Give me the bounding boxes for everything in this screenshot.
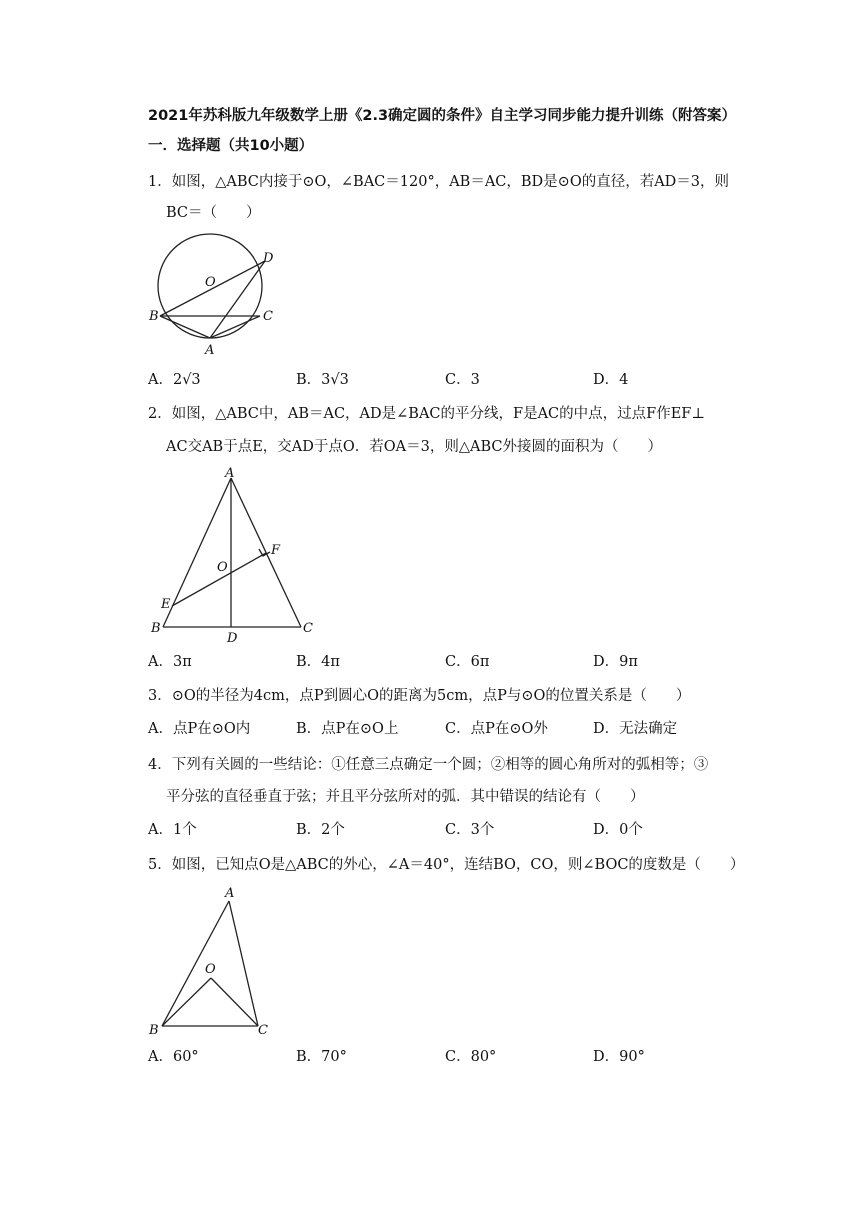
figure-5-label-a: A: [225, 886, 235, 901]
question-2-option-d[interactable]: D．9π: [593, 654, 638, 670]
question-2-text-line-1: 2．如图，△ABC中，AB＝AC，AD是∠BAC的平分线，F是AC的中点，过点F作EF⊥: [148, 406, 705, 422]
figure-2-label-d: D: [227, 631, 238, 646]
section-heading: 一．选择题（共10小题）: [148, 138, 314, 154]
question-5-text-line-1: 5．如图，已知点O是△ABC的外心，∠A＝40°，连结BO，CO，则∠BOC的度数是（ ）: [148, 857, 745, 873]
figure-1-label-b: B: [149, 309, 159, 324]
question-3-options: [148, 719, 748, 739]
figure-2-label-b: B: [151, 621, 161, 636]
question-1-option-d[interactable]: D．4: [593, 372, 629, 388]
figure-2-label-c: C: [303, 621, 313, 636]
question-5-options: [148, 1047, 748, 1067]
question-5-option-a[interactable]: A．60°: [148, 1049, 199, 1065]
question-1-option-c[interactable]: C．3: [445, 372, 480, 388]
question-4-option-d[interactable]: D．0个: [593, 822, 643, 838]
question-3-text-line-1: 3．⊙O的半径为4cm，点P到圆心O的距离为5cm，点P与⊙O的位置关系是（ ）: [148, 688, 691, 704]
question-5-figure: [145, 884, 280, 1036]
question-5-option-b[interactable]: B．70°: [296, 1049, 347, 1065]
question-5-option-d[interactable]: D．90°: [593, 1049, 645, 1065]
figure-5-label-b: B: [149, 1023, 159, 1036]
question-4-option-b[interactable]: B．2个: [296, 822, 345, 838]
question-4-text-line-1: 4．下列有关圆的一些结论：①任意三点确定一个圆；②相等的圆心角所对的弧相等；③: [148, 757, 709, 773]
question-3-option-a[interactable]: A．点P在⊙O内: [148, 721, 251, 737]
figure-1-label-c: C: [263, 309, 273, 324]
figure-5-label-o: O: [205, 962, 216, 977]
question-2-option-c[interactable]: C．6π: [445, 654, 490, 670]
question-1-text-line-1: 1．如图，△ABC内接于⊙O，∠BAC＝120°，AB＝AC，BD是⊙O的直径，若AD＝3，则: [148, 174, 730, 190]
question-2-option-b[interactable]: B．4π: [296, 654, 340, 670]
question-4-text-line-2: 平分弦的直径垂直于弦；并且平分弦所对的弧．其中错误的结论有（ ）: [166, 789, 645, 805]
question-5-option-c[interactable]: C．80°: [445, 1049, 497, 1065]
figure-1-label-a: A: [205, 343, 215, 358]
figure-1-label-d: D: [263, 251, 274, 266]
question-4-option-a[interactable]: A．1个: [148, 822, 197, 838]
figure-2-label-o: O: [217, 560, 228, 575]
question-2-text-line-2: AC交AB于点E，交AD于点O．若OA＝3，则△ABC外接圆的面积为（ ）: [166, 439, 662, 455]
figure-2-label-a: A: [225, 466, 235, 481]
figure-2-label-e: E: [161, 597, 171, 612]
question-1-option-a[interactable]: A．2√3: [148, 372, 201, 388]
question-4-options: [148, 820, 748, 840]
figure-5-label-c: C: [258, 1023, 268, 1036]
question-3-option-c[interactable]: C．点P在⊙O外: [445, 721, 548, 737]
figure-1-label-o: O: [205, 275, 216, 290]
question-1-option-b[interactable]: B．3√3: [296, 372, 349, 388]
question-2-figure: [145, 464, 325, 646]
question-3-option-b[interactable]: B．点P在⊙O上: [296, 721, 399, 737]
question-3-option-d[interactable]: D．无法确定: [593, 721, 678, 737]
question-4-option-c[interactable]: C．3个: [445, 822, 495, 838]
question-1-figure: [145, 232, 290, 360]
question-2-options: [148, 652, 748, 672]
figure-2-label-f: F: [271, 543, 281, 558]
question-1-options: [148, 370, 748, 390]
question-1-text-line-2: BC＝（ ）: [166, 205, 261, 221]
document-title: 2021年苏科版九年级数学上册《2.3确定圆的条件》自主学习同步能力提升训练（附答案）: [148, 108, 737, 124]
question-2-option-a[interactable]: A．3π: [148, 654, 192, 670]
